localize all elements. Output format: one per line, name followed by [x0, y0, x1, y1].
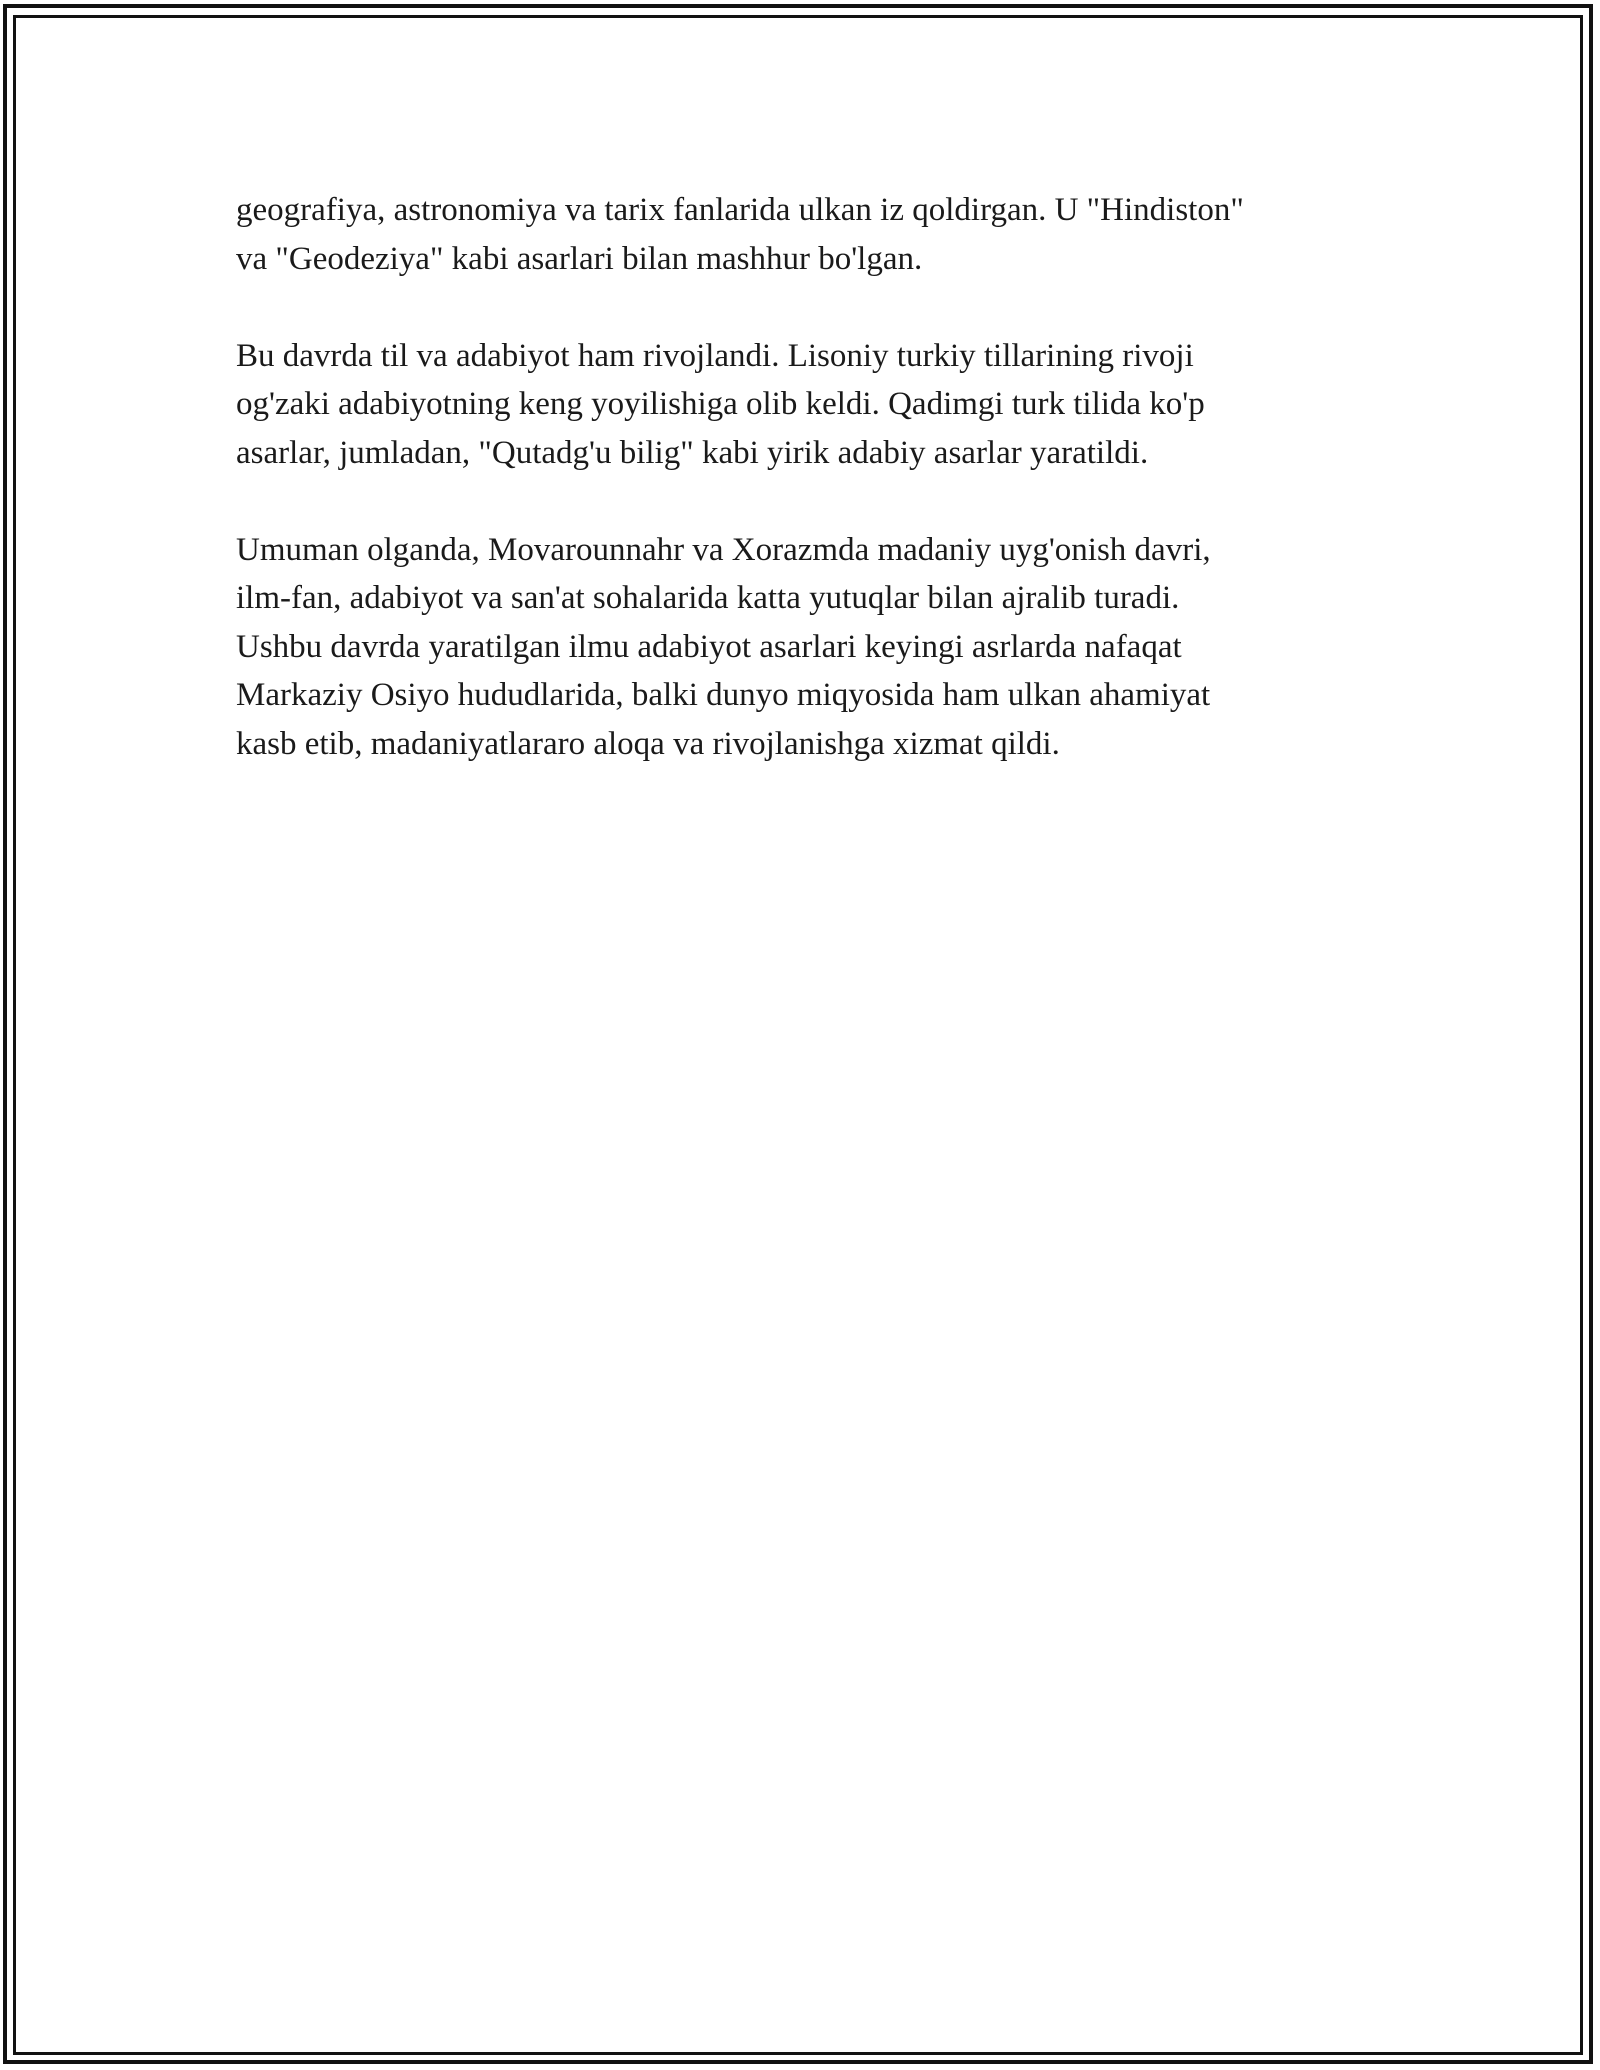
- text-line: kasb etib, madaniyatlararo aloqa va rivojlanishga xizmat qildi.: [236, 725, 1060, 762]
- text-line: ilm-fan, adabiyot va san'at sohalarida katta yutuqlar bilan ajralib turadi.: [236, 580, 1180, 616]
- text-line: va "Geodeziya" kabi asarlari bilan mashhur bo'lgan.: [236, 240, 923, 277]
- text-line: Ushbu davrda yaratilgan ilmu adabiyot asarlari keyingi asrlarda nafaqat: [236, 628, 1182, 665]
- text-line: Umuman olganda, Movarounnahr va Xorazmda madaniy uyg'onish davri,: [236, 531, 1211, 568]
- text-line: Bu davrda til va adabiyot ham rivojlandi. Lisoniy turkiy tillarining rivoji: [236, 337, 1194, 374]
- paragraph-3: [236, 526, 1366, 769]
- text-line: geografiya, astronomiya va tarix fanlarida ulkan iz qoldirgan. U "Hindiston": [236, 192, 1244, 228]
- paragraph-2: [236, 332, 1366, 478]
- paragraph-1: [236, 186, 1366, 283]
- text-line: og'zaki adabiyotning keng yoyilishiga olib keldi. Qadimgi turk tilida ko'p: [236, 386, 1205, 422]
- document-body: [236, 186, 1366, 768]
- text-line: asarlar, jumladan, "Qutadg'u bilig" kabi yirik adabiy asarlar yaratildi.: [236, 434, 1149, 471]
- text-line: Markaziy Osiyo hududlarida, balki dunyo miqyosida ham ulkan ahamiyat: [236, 677, 1211, 713]
